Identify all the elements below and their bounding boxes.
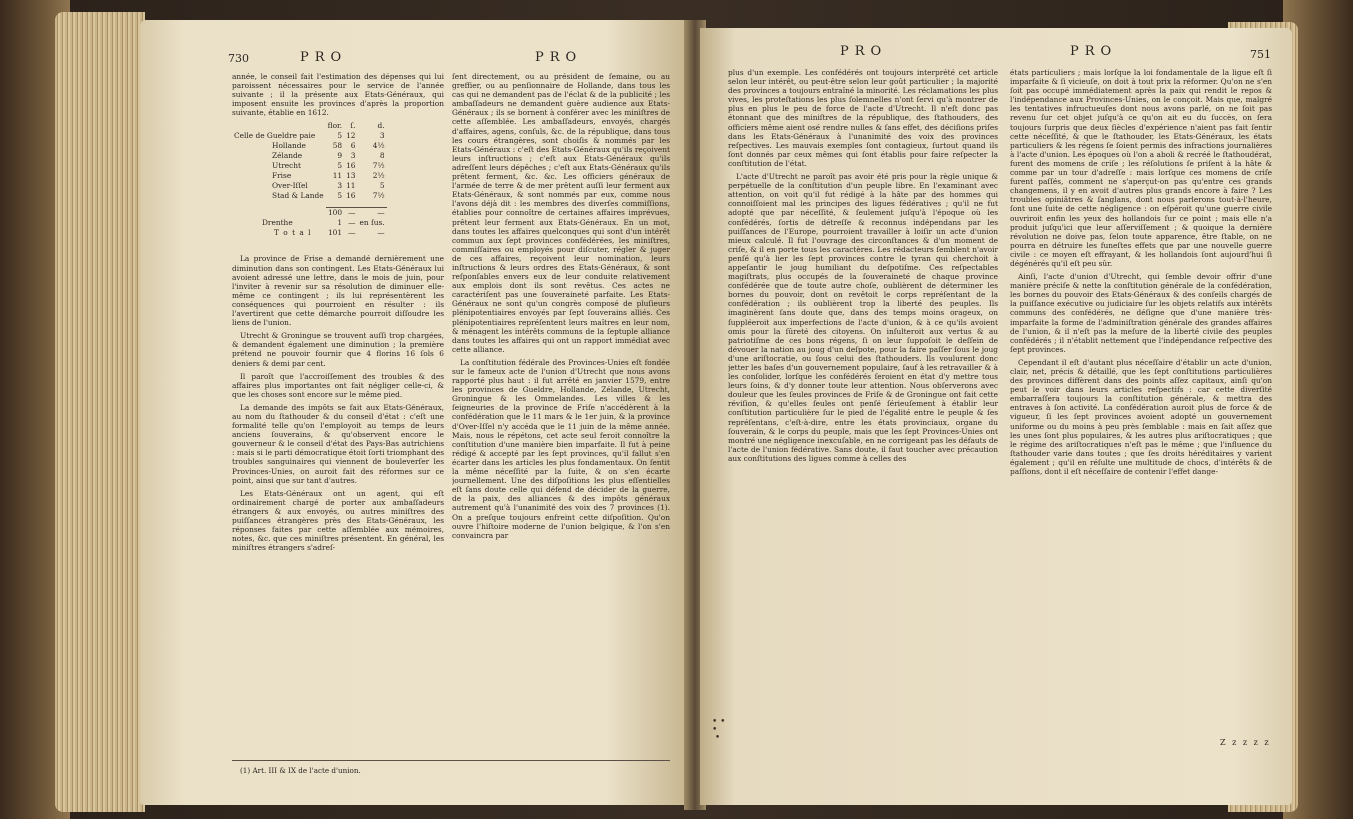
paragraph: Il paroît que l'accroiſſement des troubles & des affaires plus importantes ont fait négliger celle-ci, & que les choses sont encore sur le même pied.	[232, 371, 444, 399]
paragraph: Les Etats-Généraux ont un agent, qui eſt ordinairement chargé de porter aux ambaſſadeurs étrangers & aux envoyés, ou autres miniſtres des puiſſances étrangères près des Etats-Généraux, les réponses faites par cette aſſemblée aux mémoires, notes, &c. que ces miniſtres présentent. En général, les miniſtres étrangers s'adreſ-	[232, 488, 444, 553]
table-header-row	[232, 121, 387, 131]
page-number: 751	[1250, 48, 1271, 61]
page-edges-left	[55, 12, 145, 812]
table-subtotal-row: 100 — —	[232, 208, 387, 219]
paragraph: plus d'un exemple. Les confédérés ont toujours interprété cet article selon leur intérêt, ou peut-être selon leur goût particulier ; la majorité des provinces a toujours entraîné la minorité. Les réclamations les plus vives, les proteſtations les plus ſolemnelles n'ont ſervi qu'à montrer de plus en plus le peu de force de l'acte d'Utrecht. Il n'eſt donc pas étonnant que des miniſtres de la république, des ſtathouders, des officiers même aient osé rendre nulles & ſans effet, des déciſions priſes dans les Etats-Généraux à l'unanimité des voix des provinces reſpectives. Les mauvais exemples ſont contagieux, ſurtout quand ils ſont donnés par ceux mêmes qui ſont établis pour faire reſpecter la conſtitution de l'état.	[728, 68, 998, 168]
paragraph: Ainſi, l'acte d'union d'Utrecht, qui ſemble devoir offrir d'une manière préciſe & nette la conſtitution générale de la confédération, les bornes du pouvoir des Etats-Généraux & des conſeils chargés de la puiſſance exécutive ou judiciaire ſur les objets relatifs aux intérêts communs des confédérés, ne déſigne que d'une manière très-imparfaite la forme de l'adminiſtration générale des grandes affaires de l'union, & il n'eſt pas la meſure de la liberté civile des peuples confédérés ; il n'établit nettement que l'indépendance reſpective des ſept provinces.	[1010, 272, 1272, 354]
right-page	[700, 28, 1292, 805]
table-row: Stad & Lande 5 16 7½	[272, 191, 385, 201]
page-number: 730	[228, 52, 249, 65]
table-row: Celle de Gueldre paie 5 12 3	[234, 131, 385, 141]
text-column-2	[452, 72, 670, 752]
paragraph: Cependant il eſt d'autant plus néceſſaire d'établir un acte d'union, clair, net, précis & détaillé, que les ſept conſtitutions particulières des provinces diffèrent dans des points aſſez capitaux, ainſi qu'on peut le voir dans leurs articles reſpectifs : car cette diverſité embarraſſera toujours la conſtitution générale, & mettra des entraves à ſon activité. La confédération auroit plus de force & de vigueur, ſi les ſept provinces avoient adopté un gouvernement uniforme ou du moins à peu près ſemblable : mais en ſait aſſez que les unes ſont plus populaires, & les autres plus ariſtocratiques ; que le régime des ariſtocratiques n'eſt pas le même ; que l'influence du ſtathouder varie dans toutes ; que ſes droits héréditaires y varient également ; qu'il en réſulte une multitude de chocs, d'intérêts & de paſſions, dont il eſt néceſſaire de contenir l'effet dange-	[1010, 357, 1272, 477]
text-column-2	[1010, 68, 1272, 736]
running-head: PRO	[535, 50, 583, 65]
text-column-1	[232, 72, 444, 747]
paragraph: ſent directement, ou au président de ſemaine, ou au greffier, ou au penſionnaire de Hollande, dans tous les cas qui ne demandent pas de l'éclat & de la publicité ; les ambaſſadeurs ne demandent guère audience aux Etats-Généraux ; ils se bornent à conférer avec les miniſtres de cette aſſemblée. Les ambaſſadeurs, envoyés, chargés d'affaires, agens, conſuls, &c. de la république, dans tous les cours étrangères, sont choiſis & nommés par les Etats-Généraux : c'eſt des Etats-Généraux qu'ils reçoivent leurs inſtructions ; c'eſt aux Etats-Généraux qu'ils adreſſent leurs dépêches ; c'eſt aux Etats-Généraux qu'ils prêtent ferment, &c. &c. Les officiers généraux de l'armée de terre & de mer prêtent auſſi leur ferment aux Etats-Généraux, & sont nommés par eux, comme nous l'avons déjà dit : les membres des diverſes commiſſions, établies pour connoître de certaines affaires imprévues, prêtent leur ferment aux Etats-Généraux. En un mot, dans toutes les affaires quelconques qui sont d'un intérêt commun aux ſept provinces confédérées, les miniſtres, commiſſaires ou employés pour diſcuter, régler & juger de ces affaires, reçoivent leur nomination, leurs inſtructions & leurs ordres des Etats-Généraux, & sont reſponſables envers eux de leur conduite relativement aux emplois dont ils sont revêtus. Ces actes ne caractériſent pas une ſouveraineté parfaite. Les Etats-Généraux ne sont qu'un congrès composé de pluſieurs plénipotentiaires envoyés par ſept ſouverains alliés. Ces plénipotentiaires repréſentent leurs maîtres en leur nom, & ménagent les intérêts communs de la ſeptuple alliance dans toutes les affaires qui ont un rapport immédiat avec cette alliance.	[452, 72, 670, 354]
running-head: PRO	[840, 44, 888, 59]
table-row: Over-Iſſel 3 11 5	[272, 181, 385, 191]
footnote-rule	[232, 760, 670, 761]
header-florins: flor.	[327, 121, 343, 131]
quota-table	[232, 121, 387, 238]
running-head: PRO	[1070, 44, 1118, 59]
table-row: Drenthe 1 — en ſus.	[262, 218, 385, 228]
footnote: (1) Art. III & IX de l'acte d'union.	[240, 766, 361, 775]
paragraph: états particuliers ; mais lorſque la loi fondamentale de la ligue eſt ſi imparfaite & ſi vicieuſe, on doit à tout prix la réformer. Qu'on ne s'en ſoit pas occupé immédiatement après la paix qui rendit le repos & l'indépendance aux Provinces-Unies, on le conçoit. Mais que, malgré les tentatives infructueuſes dont nous avons parlé, on ne ſoit pas revenu ſur cet objet juſqu'à ce qu'on ait eu du ſuccès, on ſera toujours ſurpris que deux ſiècles d'expérience n'aient pas fait ſentir cette néceſſité, & que le ſtathouder, les Etats-Généraux, les états particuliers & les régens ſe ſoient permis des infractions journalières à l'acte d'union. Les époques où l'on a aboli & recréé le ſtathoudérat, furent des momens de criſe ; les réſolutions ſe priſent à la hâte & comme par un tour d'adreſſe : mais lorſque ces momens de criſe furent paſſés, comment ne s'aperçut-on pas qu'entre ces grands changemens, il y en avoit d'autres plus grands encore à faire ? Les troubles opiniâtres & ſanglans, dont nous parlerons tout-à-l'heure, ſont une ſuite de cette négligence : on eſpéroit qu'une guerre civile ouvriroit enfin les yeux des hollandois ſur ce point ; mais elle n'a produit juſqu'ici que leur aſſerviſſement ; & quoique la dernière révolution ne doive pas, ſelon toute apparence, être ſtable, on ne pourra en détruire les funeſtes effets que par une nouvelle guerre civile : ce moyen eſt effrayant, & les hollandois ſont aujourd'hui ſi dégénérés qu'il eſt peu sûr.	[1010, 68, 1272, 268]
paragraph: L'acte d'Utrecht ne paroît pas avoir été pris pour la règle unique & perpétuelle de la conſtitution d'un peuple libre. En l'examinant avec attention, on voit qu'il fut rédigé à la hâte par des hommes qui connoiſſoient mal les principes des ligues fédératives ; qu'il ne fut adopté que par néceſſité, & ſeulement juſqu'à l'époque où les confédérés, ſortis de détreſſe & reconnus indépendans par les puiſſances de l'Europe, pourroient travailler à loiſir un acte d'union mieux calculé. Il fut l'ouvrage des circonſtances & d'un moment de criſe, & il en porte tous les caractères. Les rédacteurs ſemblent n'avoir penſé qu'à lier les ſept provinces contre le tyran qui cherchoit à appeſantir le joug humiliant du deſpotiſme. Ces reſpectables magiſtrats, plus occupés de la ſouveraineté de chaque province confédérée que de toute autre choſe, oublièrent de déterminer les bornes du pouvoir, dont on revêtoit le corps repréſentant de la confédération ; ils oublièrent trop la liberté des peuples. Ils imaginèrent ſans doute que, dans des temps moins orageux, on ſuppléeroit aux imperfections de l'acte d'union, & à ce qu'ils avoient omis pour la ſûreté des citoyens. On inſulteroit aux vertus & au patriotiſme de ces bons régens, ſi on leur ſuppoſoit le deſſein de dévouer la nation au joug d'un deſpote, pour la faire paſſer ſous le joug d'une ariſtocratie, ou ſous celui des ſtathouders. Ils voulurent donc jetter les baſes d'un gouvernement populaire, ſauf à les retravailler & à les conſolider, lorſque les confédérés ſeroient en état d'y mettre tous leurs ſoins, & d'y donner toute leur attention. Nous obſerverons avec douleur que les ſeules provinces de Friſe & de Groningue ont fait cette réviſion, & qu'elles ſeules ont penſé ſérieuſement à établir leur conſtitution particulière ſur le pied de l'égalité entre le peuple & ſes repréſentans, c'eſt-à-dire, entre les états provinciaux, organe du ſouverain, & le corps du peuple, mais que les ſept Provinces-Unies ont montré une négligence inexcuſable, en ne corrigeant pas les défauts de l'acte de l'union fédérative. Sans doute, il faut toucher avec précaution aux conſtitutions des ligues comme à celles des	[728, 172, 998, 463]
ink-specks: • • • •	[712, 717, 726, 743]
paragraph: Utrecht & Groningue se trouvent auſſi trop chargées, & demandent également une diminution ; la première prétend ne pouvoir fournir que 4 florins 16 ſols 6 deniers & demi par cent.	[232, 331, 444, 368]
signature-mark: Z z z z z	[1220, 738, 1271, 747]
paragraph: La demande des impôts se fait aux Etats-Généraux, au nom du ſtathouder & du conseil d'état : c'eſt une formalité telle qu'on l'employoit au temps de leurs anciens ſouverains, & qu'observent encore le gouverneur & le conseil d'état des Pays-Bas autrichiens : mais si le parti démocratique étoit ſorti triomphant des troubles sanguinaires qui viennent de bouleverſer les Provinces-Unies, on auroit fait des réformes sur ce point, ainsi que sur tant d'autres.	[232, 402, 444, 485]
table-row: Frise 11 13 2½	[272, 171, 385, 181]
header-sols: ſ.	[350, 121, 356, 131]
paragraph: La conſtitution fédérale des Provinces-Unies eſt fondée sur le fameux acte de l'union d'Utrecht que nous avons rapporté plus haut : il fut arrêté en janvier 1579, entre les provinces de Gueldre, Hollande, Zélande, Utrecht, Groningue & les Ommelandes. Les villes & les ſeigneuries de la province de Friſe n'accédèrent à la confédération que le 11 mars & le 1er juin, & la province d'Over-Iſſel n'y accéda que le 11 juin de la même année. Mais, nous le répétons, cet acte seul feroit connoître la conſtitution d'une manière bien imparfaite. Il fut à peine rédigé & accepté par les ſept provinces, qu'il fallut s'en écarter dans les articles les plus fondamentaux. On ſentit la même néceſſité par la ſuite, & on s'en écarte journellement. Une des diſpoſitions les plus eſſentielles eſt ſans doute celle qui défend de décider de la guerre, de la paix, des alliances & des impôts généraux autrement qu'à l'unanimité des voix des 7 provinces (1). On a preſque toujours enfreint cette diſpoſition. Qu'on ouvre l'hiſtoire moderne de l'union belgique, & l'on s'en convaincra par	[452, 357, 670, 540]
table-total-row: T o t a l 101 — —	[274, 228, 385, 238]
header-deniers: d.	[377, 121, 385, 131]
running-head: PRO	[300, 50, 348, 65]
text-column-1	[728, 68, 998, 758]
table-row: Utrecht 5 16 7½	[272, 161, 385, 171]
table-row: Hollande 58 6 4½	[272, 141, 385, 151]
table-row: Zélande 9 3 8	[272, 151, 385, 161]
paragraph: La province de Frise a demandé dernièrement une diminution dans son contingent. Les Etats-Généraux lui avoient adressé une lettre, dans le mois de juin, pour l'inviter à revenir sur sa résolution de diminuer elle-même ce contingent ; ils lui représentèrent les conséquences qui pourroient en résulter : ils l'avertirent que cette démarche pourroit diſſoudre les liens de l'union.	[232, 254, 444, 328]
paragraph: année, le conseil fait l'estimation des dépenses qui lui paroissent nécessaires pour le service de l'année suivante ; il la présente aux Etats-Généraux, qui imposent ensuite les provinces d'après la proportion suivante, établie en 1612.	[232, 72, 444, 118]
left-page	[140, 20, 688, 805]
